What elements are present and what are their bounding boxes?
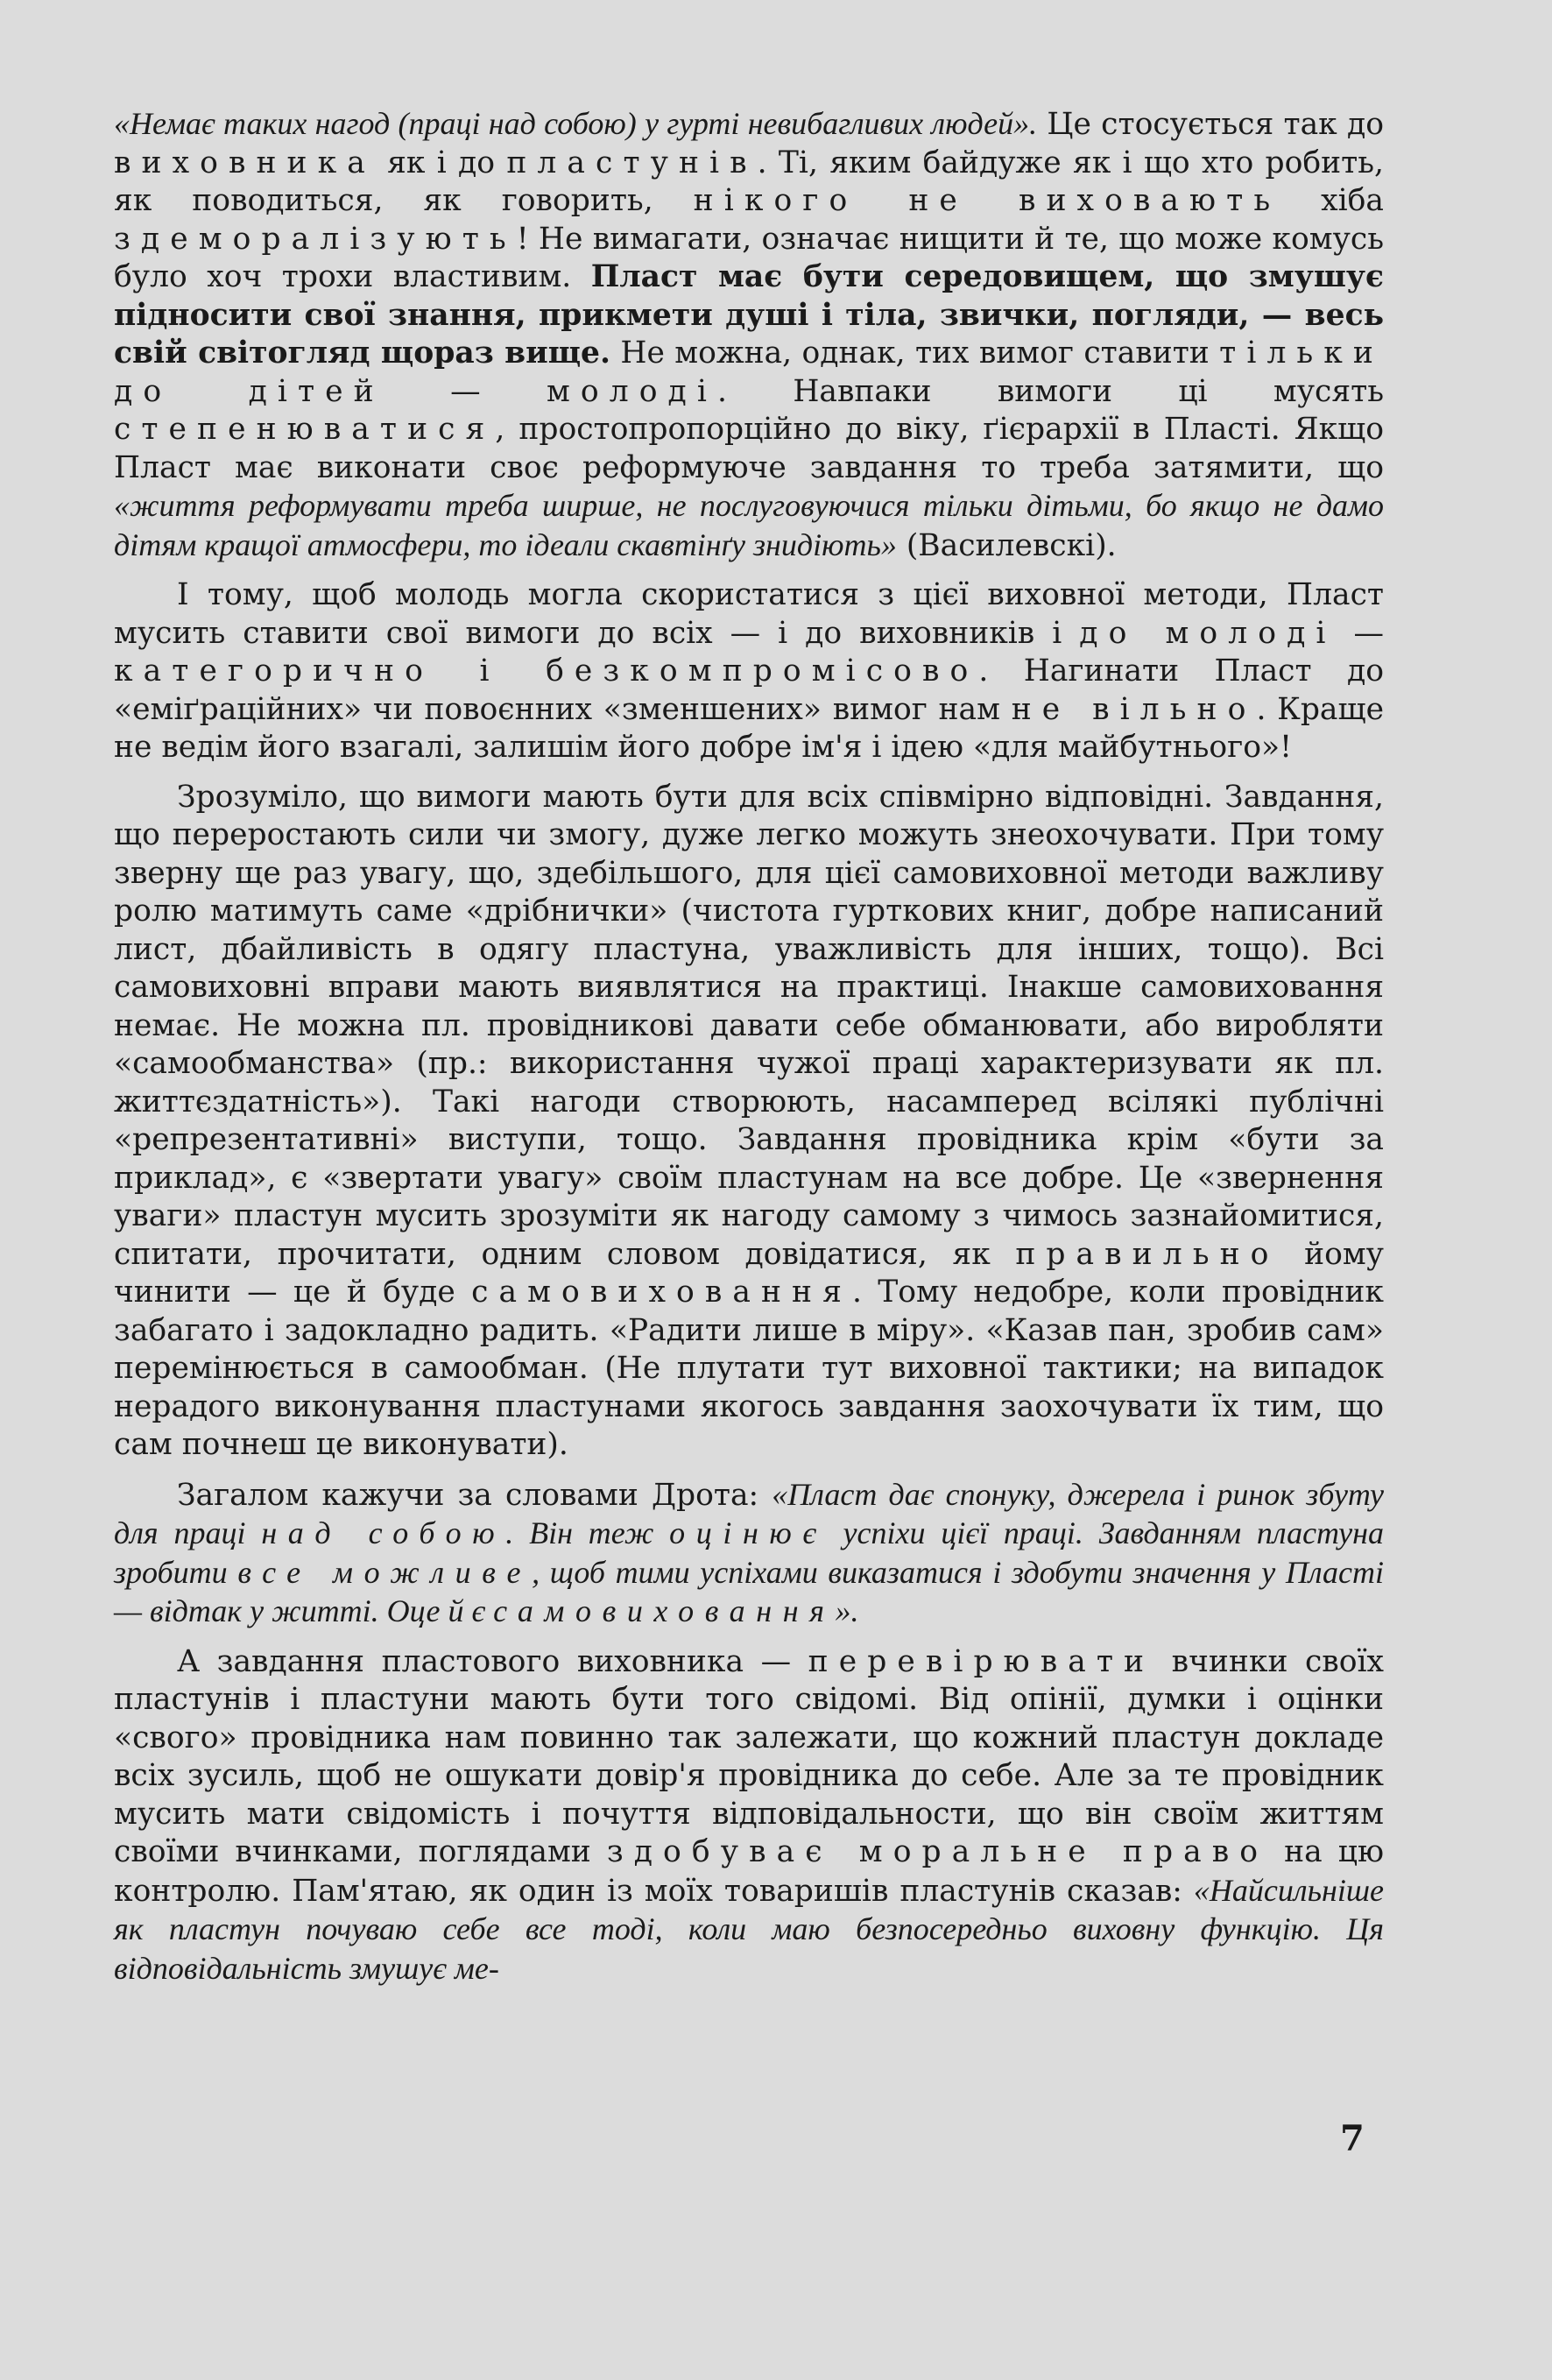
text-segment: до молоді [1079, 615, 1337, 651]
text-segment: , щоб тими успіхами виказатися і здобути значення у Пласті — відтак у житті. Оце й є [114, 1554, 1384, 1628]
text-segment: хіба [1280, 183, 1384, 218]
paragraph [114, 779, 1384, 1465]
page-number: 7 [1340, 2118, 1365, 2159]
text-segment: самовиховання [471, 1275, 852, 1310]
text-segment: «життя реформувати треба ширше, не послуговуючися тільки дітьми, бо якщо не дамо дітям кращої атмосфери, то ідеали скавтінґу знидіють» [114, 488, 1384, 562]
text-segment: не вільно [1011, 691, 1257, 727]
text-segment: вчинки своїх пластунів і пластуни мають бути того свідомі. Від опінії, думки і оцінки «свого» провідника нам повинно так залежати, що кожний пластун докладе всіх зусиль, щоб не ошукати довір'я провідника до себе. Але за те провідник мусить мати свідомість і почуття відповідальности, що він своїм життям своїми вчинками, поглядами [114, 1643, 1384, 1869]
text-segment: Пласт має бути середовищем, що змушує підносити свої знання, прикмети душі і тіла, звички, погляди, — весь свій світогляд щораз вище. [114, 259, 1384, 371]
text-segment: тільки до дітей [114, 335, 1384, 409]
text-segment: А завдання пластового виховника — [177, 1643, 808, 1679]
text-segment: , простопропорційно до віку, ґієрархії в Пласті. Якщо Пласт має виконати своє реформуюче завдання то треба затямити, що [114, 412, 1384, 485]
text-segment: Зрозуміло, що вимоги мають бути для всіх співмірно відповідні. Завдання, що переростають сили чи змогу, дуже легко можуть знеохочувати. При тому зверну ще раз увагу, що, здебільшого, для цієї самовиховної методи важливу ролю матимуть саме «дрібнички» (чистота гурткових книг, добре написаний лист, дбайливість в одягу пластуна, уважливість для інших, тощо). Всі самовиховні вправи мають виявлятися на практиці. Інакше самовиховання немає. Не можна пл. провідникові давати себе обманювати, або виробляти «самообманства» (пр.: використання чужої праці характеризувати як пл. життєздатність»). Такі нагоди створюють, насамперед всілякі публічні «репрезентативні» виступи, тощо. Завдання провідника крім «бути за приклад», є «звертати увагу» своїм пластунам на все добре. Це «звернення уваги» пластун мусить зрозуміти як нагоду самому з чимось зазнайомитися, спитати, прочитати, одним словом довідатися, як [114, 779, 1384, 1272]
text-segment: самовиховання [493, 1593, 836, 1628]
text-segment: нікого не виховають [693, 183, 1281, 218]
text-segment: молоді [546, 373, 717, 409]
text-segment: категорично і безкомпромісово [114, 653, 979, 689]
text-segment: . Ті, яким байдуже як і що хто робить, як поводиться, як говорить, [114, 145, 1384, 218]
text-segment: . Тому недобре, коли провідник забагато і задокладно радить. «Радити лише в міру». «Казав пан, зробив сам» перемінюється в самообман. (Не плутати тут виховної тактики; на випадок нерадого виконування пластунами якогось завдання заохочувати їх тим, що сам почнеш це виконувати). [114, 1275, 1384, 1462]
text-segment: «Немає таких нагод (праці над собою) у гурті невибагливих людей». [114, 106, 1038, 141]
text-segment: як і до [375, 145, 507, 180]
text-segment: — [384, 373, 547, 409]
text-segment: ! Не вимагати, означає нищити й те, що може комусь було хоч трохи властивим. [114, 221, 1384, 294]
text-segment: . Нагинати Пласт до «еміґраційних» чи повоєнних «зменшених» вимог нам [114, 653, 1384, 727]
paragraph [114, 576, 1384, 767]
text-segment: «Найсильніше як пластун почуваю себе все тоді, коли маю безпосередньо виховну функцію. Ця відповідальність змушує ме- [114, 1872, 1384, 1986]
text-segment: перевірювати [808, 1643, 1155, 1679]
paragraph [114, 1643, 1384, 1989]
text-segment: на цю контролю. Пам'ятаю, як один із моїх товаришів пластунів сказав: [114, 1834, 1384, 1909]
text-segment: ». [835, 1593, 859, 1628]
paragraph [114, 1476, 1384, 1632]
text-segment: оцінює [669, 1515, 828, 1550]
text-segment: все можливе [237, 1554, 533, 1590]
text-segment: виховника [114, 145, 376, 180]
text-segment: здеморалізують [114, 221, 517, 257]
text-segment: . Він теж [505, 1515, 670, 1550]
body-text [114, 105, 1384, 2000]
text-segment: . Краще не ведім його взагалі, залишім його добре ім'я і ідею «для майбутнього»! [114, 691, 1384, 765]
text-segment: над собою [261, 1515, 506, 1550]
text-segment: Це стосується так до [1037, 107, 1384, 142]
text-segment: успіхи цієї праці. Завданням пластуна зробити [114, 1515, 1384, 1590]
text-segment: . Навпаки вимоги ці мусять [717, 373, 1384, 409]
text-segment: І тому, щоб молодь могла скористатися з цієї виховної методи, Пласт мусить ставити свої вимоги до всіх — і до виховників і [114, 577, 1384, 651]
paragraph [114, 105, 1384, 565]
text-segment: степенюватися [114, 412, 496, 447]
text-segment: правильно [1015, 1236, 1280, 1272]
text-segment: «Пласт дає спонуку, джерела і ринок збуту для праці [114, 1476, 1385, 1550]
text-segment: Не можна, однак, тих вимог ставити [610, 335, 1220, 371]
text-segment: — [1336, 615, 1384, 651]
text-segment: йому чинити — це й буде [114, 1236, 1384, 1310]
text-segment: Загалом кажучи за словами Дрота: [177, 1477, 772, 1513]
text-segment: пластунів [506, 145, 758, 180]
text-segment: здобуває моральне право [606, 1834, 1269, 1869]
text-segment: (Василевскі). [896, 527, 1117, 563]
